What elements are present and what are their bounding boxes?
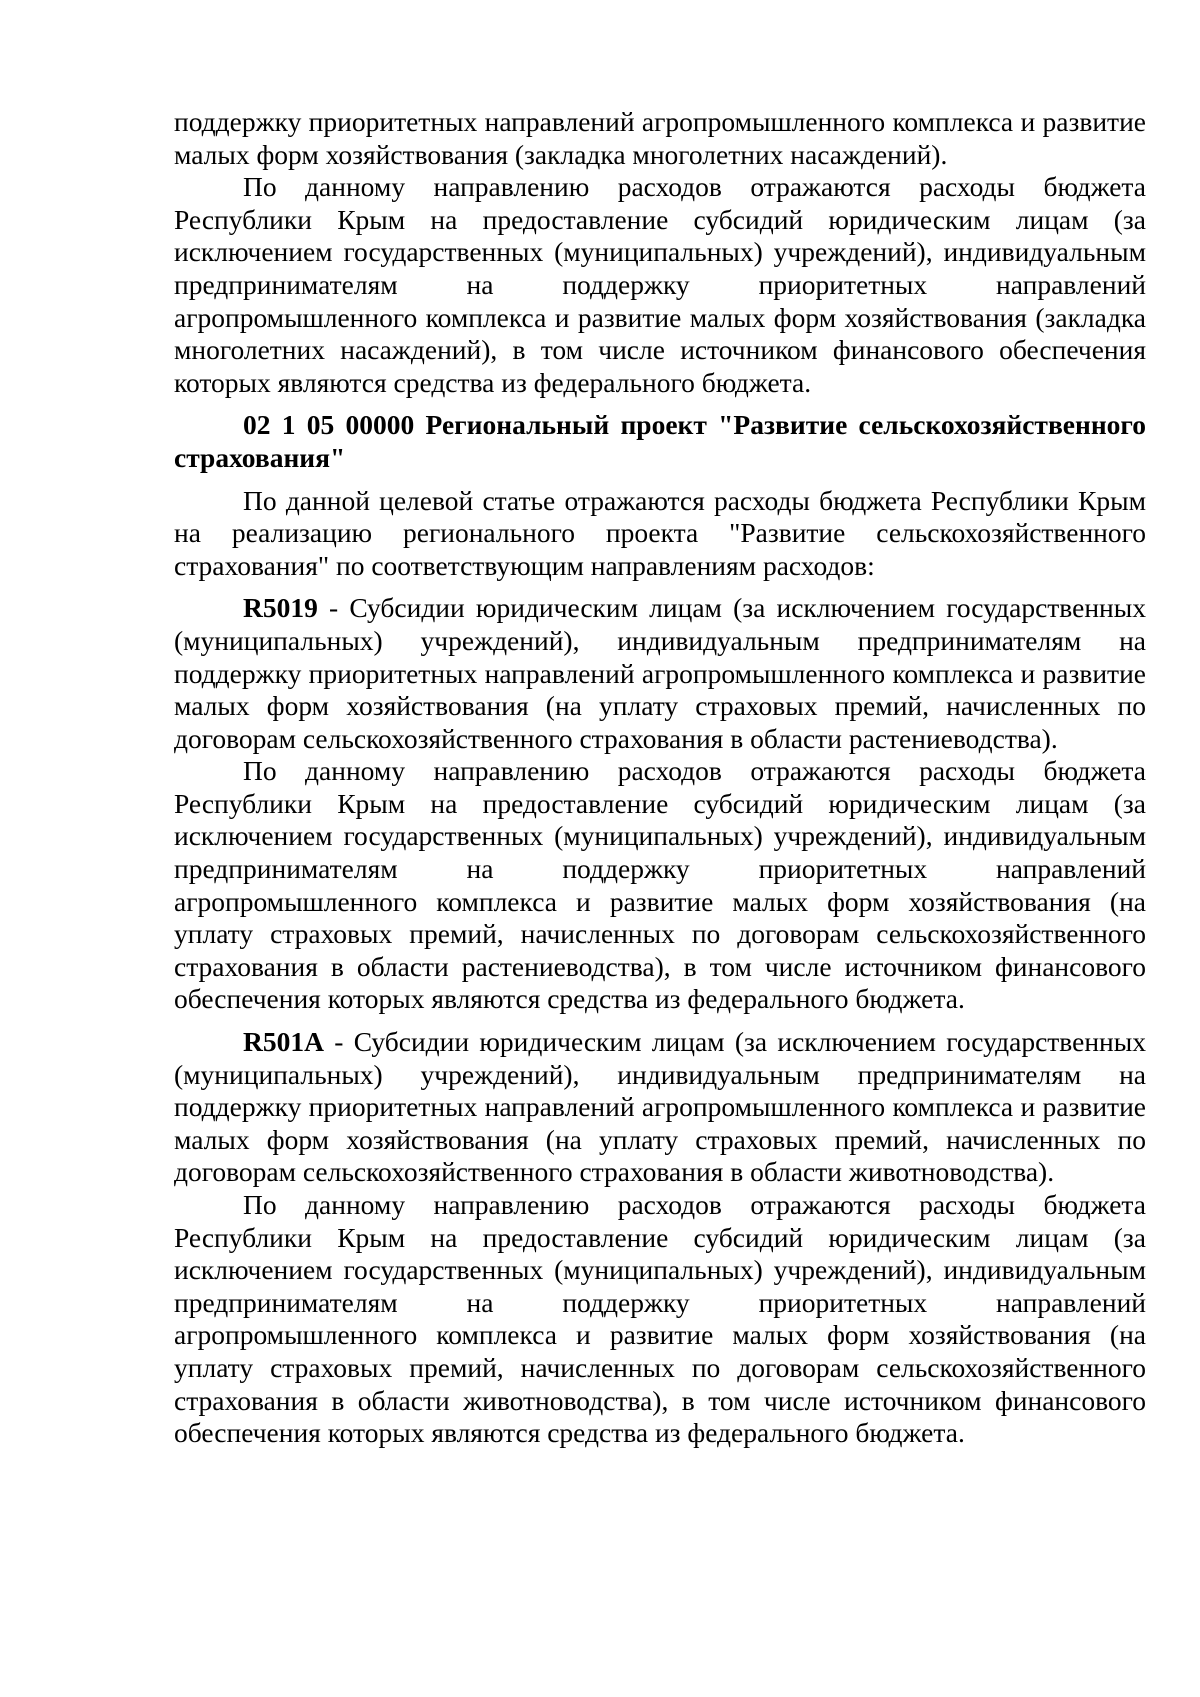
paragraph-expenses-crop-insurance: По данному направлению расходов отражаются расходы бюджета Республики Крым на предоставление субсидий юридическим лицам (за исключением государственных (муниципальных) учреждений), индивидуальным предпринимателям на поддержку приоритетных направлений агропромышленного комплекса и развитие малых форм хозяйствования (на уплату страховых премий, начисленных по договорам сельскохозяйственного страхования в области растениеводства), в том числе источником финансового обеспечения которых являются средства из федерального бюджета. xyxy=(174,755,1146,1015)
paragraph-r501a-text: - Субсидии юридическим лицам (за исключением государственных (муниципальных) учреждений), индивидуальным предпринимателям на поддержку приоритетных направлений агропромышленного комплекса и развитие малых форм хозяйствования (на уплату страховых премий, начисленных по договорам сельскохозяйственного страхования в области животноводства). xyxy=(174,1026,1146,1188)
expense-code-r5019: R5019 xyxy=(243,592,318,624)
paragraph-expenses-planting: По данному направлению расходов отражаются расходы бюджета Республики Крым на предоставление субсидий юридическим лицам (за исключением государственных (муниципальных) учреждений), индивидуальным предпринимателям на поддержку приоритетных направлений агропромышленного комплекса и развитие малых форм хозяйствования (закладка многолетних насаждений), в том числе источником финансового обеспечения которых являются средства из федерального бюджета. xyxy=(174,171,1146,398)
paragraph-target-article: По данной целевой статье отражаются расходы бюджета Республики Крым на реализацию регионального проекта "Развитие сельскохозяйственного страхования" по соответствующим направлениям расходов: xyxy=(174,484,1146,581)
paragraph-continuation: поддержку приоритетных направлений агропромышленного комплекса и развитие малых форм хозяйствования (закладка многолетних насаждений). xyxy=(174,106,1146,170)
paragraph-expenses-livestock-insurance: По данному направлению расходов отражаются расходы бюджета Республики Крым на предоставление субсидий юридическим лицам (за исключением государственных (муниципальных) учреждений), индивидуальным предпринимателям на поддержку приоритетных направлений агропромышленного комплекса и развитие малых форм хозяйствования (на уплату страховых премий, начисленных по договорам сельскохозяйственного страхования в области животноводства), в том числе источником финансового обеспечения которых являются средства из федерального бюджета. xyxy=(174,1189,1146,1449)
paragraph-r5019 xyxy=(174,592,1146,755)
paragraph-r5019-text: - Субсидии юридическим лицам (за исключением государственных (муниципальных) учреждений), индивидуальным предпринимателям на поддержку приоритетных направлений агропромышленного комплекса и развитие малых форм хозяйствования (на уплату страховых премий, начисленных по договорам сельскохозяйственного страхования в области растениеводства). xyxy=(174,592,1146,754)
section-heading: 02 1 05 00000 Региональный проект "Развитие сельскохозяйственного страхования" xyxy=(174,409,1146,473)
paragraph-r501a xyxy=(174,1026,1146,1189)
document-page xyxy=(174,106,1146,1450)
expense-code-r501a: R501A xyxy=(243,1026,324,1058)
